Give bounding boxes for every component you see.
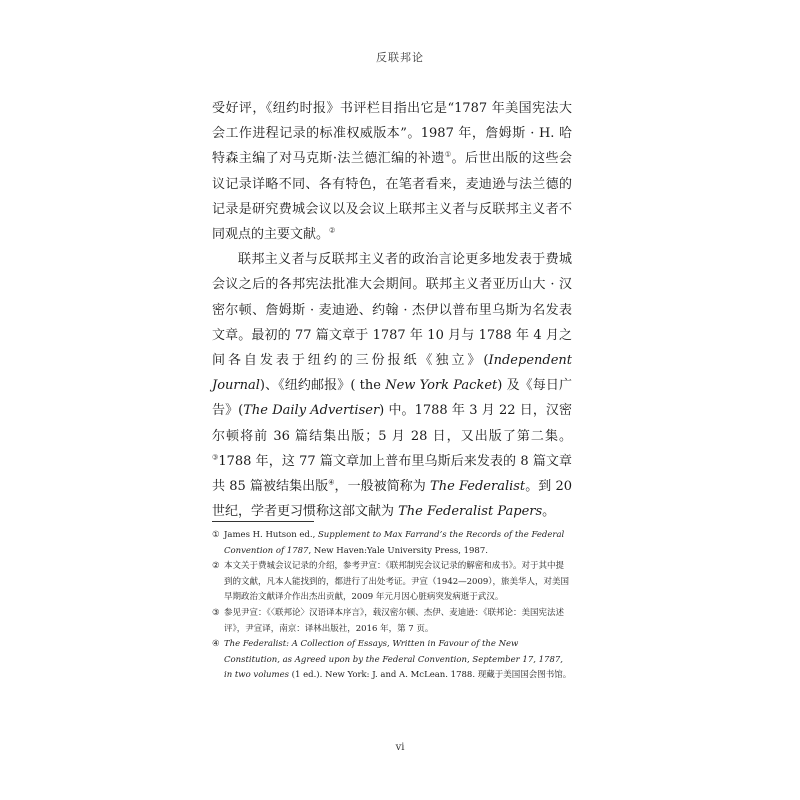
footnote-4-title: The Federalist: A Collection of Essays, Written in Favour of the New Constitution, as Agreed upon by the Federal Convention, September 17, 1787, in two volumes [224, 639, 563, 681]
footnote-ref-2[interactable]: ② [329, 226, 336, 235]
footnote-marker: ② [212, 561, 220, 572]
footnote-text: 参见尹宣：《〈联邦论〉汉语译本序言》，载汉密尔顿、杰伊、麦迪逊：《联邦论：美国宪法述评》，尹宣译，南京：译林出版社，2016 年，第 7 页。 [224, 607, 565, 634]
footnote-1-title: Supplement to Max Farrand’s the Records of the Federal Convention of 1787 [224, 530, 565, 556]
footnote-4 [212, 637, 572, 684]
running-header: 反联邦论 [376, 51, 424, 64]
footnote-text: 本文关于费城会议记录的介绍，参考尹宣：《联邦制宪会议记录的解密和成书》。对于其中提到的文献，凡本人能找到的，都进行了出处考证。尹宣（1942—2009），旅美华人，对美国早期政治文献译介作出杰出贡献，2009 年元月因心脏病突发病逝于武汉。 [224, 561, 570, 603]
paragraph-2-text: 联邦主义者与反联邦主义者的政治言论更多地发表于费城会议之后的各邦宪法批准大会期间。联邦主义者亚历山大 · 汉密尔顿、詹姆斯 · 麦迪逊、约翰 · 杰伊以普布里乌斯为名发表文章。最初的 77 篇文章于 1787 年 10 月与 1788 年 4 月之间各自发表于纽约的三份报纸《独立》( [212, 252, 572, 369]
book-title-federalist-papers: The Federalist Papers [398, 504, 543, 520]
footnote-divider [212, 521, 314, 522]
paragraph-2-text-e: 1788 年，这 77 篇文章加上普布里乌斯后来发表的 8 篇文章共 85 篇被结集出版 [212, 453, 572, 495]
footnote-ref-1[interactable]: ① [444, 151, 452, 160]
paragraph-1-text-cont: 。后世出版的这些会议记录详略不同、各有特色，在笔者看来，麦迪逊与法兰德的记录是研究费城会议以及会议上联邦主义者与反联邦主义者不同观点的主要文献。 [212, 151, 572, 243]
footnote-ref-3[interactable]: ③ [212, 453, 219, 462]
newspaper-title-independent-journal: Independent Journal [212, 353, 572, 394]
newspaper-title-daily-advertiser: The Daily Advertiser [243, 403, 380, 419]
paragraph-2-text-c: ) 及《每日广告》( [212, 378, 572, 419]
footnote-1-author: James H. Hutson ed., [224, 530, 318, 540]
paragraph-2-text-g: 。到 20 世纪，学者更习惯称这部文献为 [212, 479, 573, 520]
footnotes [212, 528, 572, 684]
book-title-the-federalist: The Federalist [430, 479, 526, 495]
page-number: vi [395, 742, 405, 753]
body-text [212, 96, 572, 524]
footnote-1 [212, 528, 572, 559]
paragraph-2-text-d: ) 中。1788 年 3 月 22 日，汉密尔顿将前 36 篇结集出版；5 月 28 日，又出版了第二集。 [212, 403, 572, 444]
paragraph-2-text-b: )、《纽约邮报》( the [259, 378, 386, 394]
paragraph-2-text-h: 。 [542, 504, 556, 520]
footnote-marker: ① [212, 530, 220, 540]
footnote-text [224, 637, 572, 684]
newspaper-title-new-york-packet: New York Packet [385, 378, 498, 394]
footnote-2 [212, 559, 572, 606]
footnote-3 [212, 606, 572, 637]
paragraph-2-text-f: ，一般被简称为 [334, 479, 431, 495]
footnote-ref-4[interactable]: ④ [328, 478, 335, 487]
footnote-1-publisher: , New Haven:Yale University Press, 1987. [308, 545, 488, 556]
paragraph-1-text: 受好评，《纽约时报》书评栏目指出它是“1787 年美国宪法大会工作进程记录的标准权威版本”。1987 年，詹姆斯 · H. 哈特森主编了对马克斯·法兰德汇编的补遗 [212, 101, 572, 167]
footnote-marker: ③ [212, 607, 220, 618]
footnote-4-publisher: (1 ed.). New York: J. and A. McLean. 1788. 现藏于美国国会图书馆。 [288, 670, 572, 681]
footnote-marker: ④ [212, 639, 220, 650]
paragraph-2 [212, 247, 572, 524]
footnote-text [224, 528, 572, 559]
paragraph-1 [212, 96, 572, 247]
